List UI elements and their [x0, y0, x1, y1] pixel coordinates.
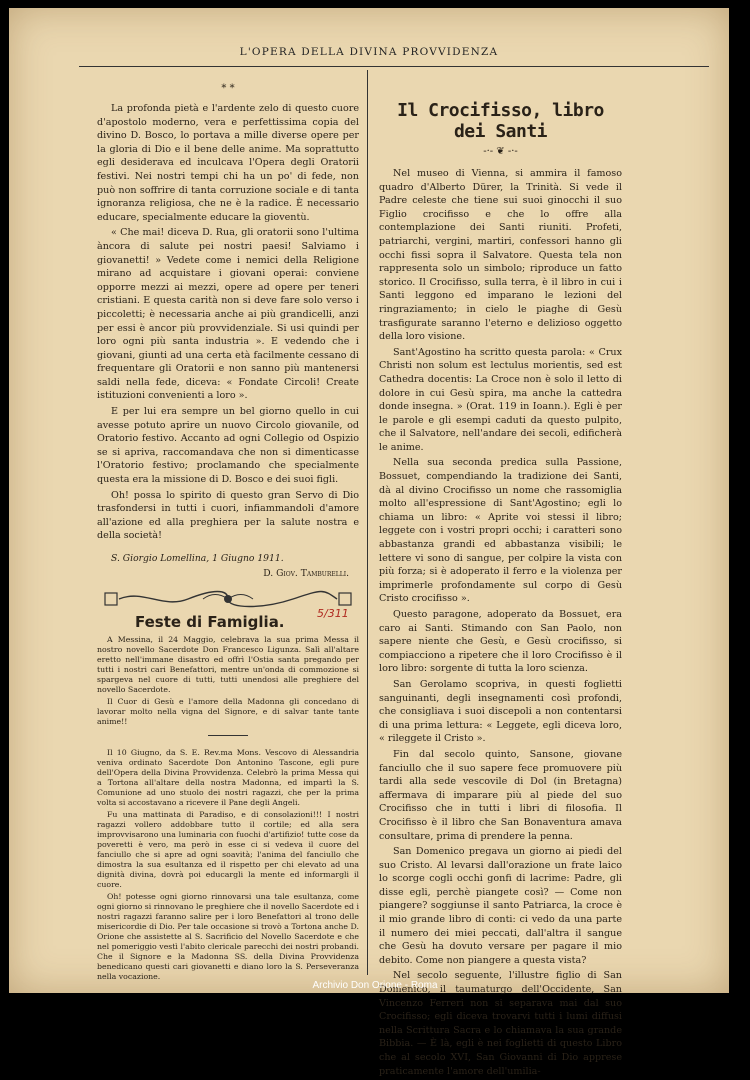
- paragraph: Il Cuor di Gesù e l'amore della Madonna gli concedano di lavorar molto nella vigna del Signore, e di salvar tante tante anime!!: [97, 697, 359, 726]
- header-rule: [79, 66, 709, 67]
- left-column: [97, 78, 359, 984]
- paragraph: Fu una mattinata di Paradiso, e di consolazioni!!! I nostri ragazzi vollero addobbare tutto il cortile; ed alla sera improvvisarono una luminaria con fuochi d'artifizio! tutte cose da poveretti è vero, ma però in esse ci si vedeva il cuore del fanciullo che si apre ad ogni soavità; l'anima del fanciullo che dimostra la sua esultanza ed il rispetto per chi elevato ad una dignità divina, dovrà poi educargli la mente ed informargli il cuore.: [97, 810, 359, 889]
- paragraph: A Messina, il 24 Maggio, celebrava la sua prima Messa il nostro novello Sacerdote Don Francesco Ligunza. Salì all'altare eretto nell'immane disastro ed offrì l'Ostia santa pregando per tutti i nostri cari Benefattori, mentre un'onda di commozione si spargeva nel cuore di tutti, tutti unendosi alle preghiere del novello Sacerdote.: [97, 635, 359, 694]
- feste-title-text: Feste di Famiglia.: [135, 613, 285, 631]
- newspaper-page: [9, 8, 729, 1077]
- right-column: [379, 90, 622, 1080]
- paragraph: San Domenico pregava un giorno ai piedi del suo Cristo. Al levarsi dall'orazione un frate laico lo scorge cogli occhi gonfi di lacrime: Padre, gli disse egli, perchè piangete così? — Come non piangere? soggiunse il santo Patriarca, la croce è il mio grande libro di conti: ci vedo da una parte il numero dei miei peccati, dall'altra il sangue che Gesù ha dovuto versare per pagare il mio debito. Come non piangere a questa vista?: [379, 846, 622, 966]
- paragraph: Questo paragone, adoperato da Bossuet, era caro ai Santi. Stimando con San Paolo, non sapere niente che Gesù, e Gesù crocifisso, si compiacciono a ripetere che il loro Crocifisso è il loro libro: sorgente di tutta la loro scienza.: [379, 609, 622, 675]
- page-header: L'OPERA DELLA DIVINA PROVVIDENZA: [239, 46, 499, 58]
- short-rule: [208, 735, 248, 736]
- paragraph: Il 10 Giugno, da S. E. Rev.ma Mons. Vescovo di Alessandria veniva ordinato Sacerdote Don Antonino Tascone, egli pure dell'Opera della Divina Provvidenza. Celebrò la prima Messa qui a Tortona all'altare della nostra Madonna, ed impartì la S. Comunione ad uno stuolo dei nostri ragazzi, che per la prima volta si accostavano a ricevere il Pane degli Angeli.: [97, 748, 359, 807]
- paragraph: Oh! possa lo spirito di questo gran Servo di Dio trasfondersi in tutti i cuori, infiammandoli d'amore all'azione ed alla preghiera per la salute nostra e della società!: [97, 489, 359, 542]
- title-ornament: -·- ❦ -·-: [483, 146, 518, 157]
- article-title: Il Crocifisso, libro dei Santi: [397, 100, 604, 142]
- paragraph: Nella sua seconda predica sulla Passione, Bossuet, compendiando la tradizione dei Santi, dà al divino Crocifisso un nome che rassomiglia molto all'espressione di Sant'Agostino; egli lo chiama un libro: « Aprite voi stessi il libro; leggete con i vostri propri occhi; i caratteri sono abbastanza grandi ed abbastanza visibili; le lettere vi sono di sangue, per colpire la vista con più forza; si è adoperato il ferro e la violenza per imprimerle profondamente sul corpo di Gesù Cristo crocifisso ».: [379, 457, 622, 605]
- paragraph: Fin dal secolo quinto, Sansone, giovane fanciullo che il suo sapere fece promuovere più tardi alla sede vescovile di Dol (in Bretagna) affermava di imparare più al piede del suo Crocifisso che in tutti i libri di filosofia. Il Crocifisso è il libro che San Bonaventura amava consultare, prima di prendere la penna.: [379, 748, 622, 842]
- paragraph: Oh! potesse ogni giorno rinnovarsi una tale esultanza, come ogni giorno si rinnovano le preghiere che il novello Sacerdote ed i nostri ragazzi faranno salire per i loro Benefattori al trono delle misericordie di Dio. Per tale occasione si trovò a Tortona anche D. Orione che assistette al S. Sacrificio del Novello Sacerdote e che nel pomeriggio vestì l'abito clericale parecchi dei nostri probandi. Che il Signore e la Madonna SS. della Divina Provvidenza benedicano questi cari giovanetti e diano loro la S. Perseveranza nella vocazione.: [97, 892, 359, 981]
- paragraph: San Gerolamo scopriva, in questi foglietti sanguinanti, degli insegnamenti così profondi, che consigliava i suoi discepoli a non contentarsi di una prima lettura: « Leggete, egli diceva loro, « rileggete il Cristo ».: [379, 678, 622, 745]
- ornament-icon: [103, 589, 353, 609]
- column-divider: [367, 70, 368, 975]
- signature-name: D. Giov. Tamburelli.: [263, 568, 349, 579]
- paragraph: Sant'Agostino ha scritto questa parola: « Crux Christi non solum est lectulus morientis, sed est Cathedra docentis: La Croce non è solo il letto di dolore in cui Gesù spira, ma anche la cattedra donde insegna. » (Orat. 119 in Ioann.). Egli è per le parole e gli esempi caduti da questo pulpito, che il Salvatore, nell'andare dei secoli, edificherà le anime.: [379, 346, 622, 453]
- feste-title: [135, 607, 359, 631]
- paragraph: Nel secolo seguente, l'illustre figlio di San Domenico, il taumaturgo dell'Occidente, San Vincenzo Ferreri non si separava mai dal suo Crocifisso; egli diceva trovarvi tutti i lumi diffusi nella Scrittura Sacra e lo chiamava la sua grande Bibbia. — È là, egli è nei foglietti di questo Libro che al secolo XVI, San Giovanni di Dio apprese praticamente l'amore dell'umilia-: [379, 970, 622, 1077]
- paragraph: « Che mai! diceva D. Rua, gli oratorii sono l'ultima àncora di salute pei nostri paesi! Salviamo i giovanetti! » Vedete come i nemici della Religione mirano ad acquistare i giovani operai: conviene opporre mezzi ai mezzi, opere ad opere per teneri cristiani. E questa carità non si deve fare solo verso i piccoletti; è necessaria anche ai più grandicelli, anzi per essi è ancor più provvidenziale. Si usi quindi per loro ogni più santa industria ». E vedendo che i giovani, giunti ad una certa età facilmente cessano di frequentare gli Oratorii e non sanno più mantenersi saldi nella fede, diceva: « Fondate Circoli! Create istituzioni convenienti a loro ».: [97, 227, 359, 402]
- archive-stamp: 5/311: [317, 607, 349, 620]
- paragraph: Nel museo di Vienna, si ammira il famoso quadro d'Alberto Dürer, la Trinità. Si vede il Padre celeste che tiene sui suoi ginocchi il suo Figlio crocifisso e che lo offre alla contemplazione dei Santi riuniti. Profeti, patriarchi, vergini, martiri, confessori hanno gli occhi fissi sopra il Salvatore. Questa tela non rappresenta solo un simbolo; riproduce un fatto storico. Il Crocifisso, sulla terra, è il libro in cui i Santi leggono ed imparano le lezioni del ringraziamento; in cielo le piaghe di Gesù trasfigurate saranno l'eterno e delizioso oggetto della loro visione.: [379, 168, 622, 343]
- archive-footer: Archivio Don Orione - Roma: [312, 980, 438, 991]
- signature-place: S. Giorgio Lomellina, 1 Giugno 1911.: [111, 553, 284, 564]
- paragraph: E per lui era sempre un bel giorno quello in cui avesse potuto aprire un nuovo Circolo giovanile, od Oratorio festivo. Accanto ad ogni Collegio od Ospizio se si apriva, raccomandava che non si dimenticasse l'Oratorio festivo; proclamando che specialmente questa era la missione di D. Bosco e dei suoi figli.: [97, 406, 359, 486]
- section-stars: * *: [221, 83, 235, 94]
- paragraph: La profonda pietà e l'ardente zelo di questo cuore d'apostolo moderno, vera e perfettissima copia del divino D. Bosco, lo portava a mille diverse opere per la gloria di Dio e il bene delle anime. Ma soprattutto egli desiderava ed inculcava l'Opera degli Oratorii festivi. Nei nostri tempi chi ha un po' di fede, non può non soffrire di tanta corruzione sociale e di tanta ignoranza religiosa, che ne è la radice. È necessario educare, specialmente educare la gioventù.: [97, 103, 359, 223]
- ornament-divider: [97, 589, 359, 609]
- feste-section: [97, 635, 359, 982]
